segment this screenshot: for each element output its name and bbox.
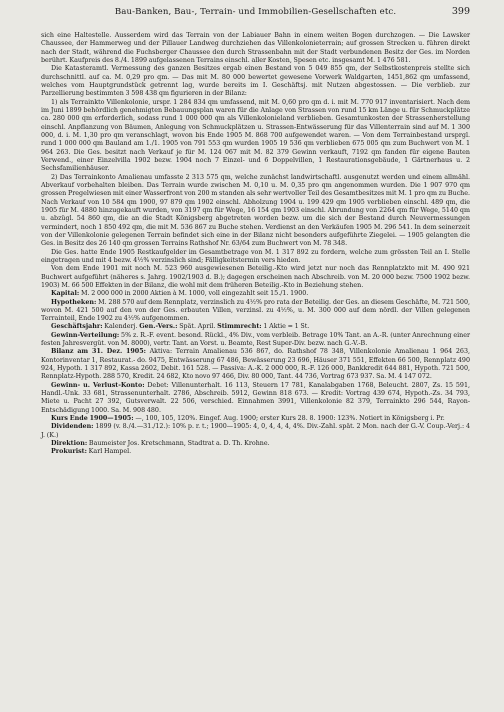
paragraph: Prokurist: Karl Hampel. <box>51 448 132 456</box>
running-header <box>41 6 470 20</box>
paragraph: 2) Das Terrainkonto Amalienau umfasste 2 313 575 qm, welche zunächst landwirtschaftl. ausgenutzt werden und einem allmähl. Abverkauf vorbehalten bleiben. Das Terrain wurde zwischen M. 0,10 u. M. 0,35 pro qm angenommen wurden. Die 1 907 970 qm grossen Pregelwiesen mit einer Wasserfront von 200 m standen als sehr wertvoller Teil des Gesamtbesitzes mit M. 1 pro qm zu Buche. Nach Verkauf von 10 584 qm 1900, 97 879 qm 1902 einschl. Abholzung 1904 u. 199 429 qm 1905 verblieben einschl. 489 qm, die 1905 für M. 4880 hinzugekauft wurden, von 3197 qm für Wege, 16 154 qm 1903 einschl. Abrundung von 2264 qm für Wege, 5140 qm u. abzügl. 54 860 qm, die an die Stadt Königsberg abgetreten worden bezw. um die sich der Bestand durch Neuvermessungen vermindert, noch 1 850 492 qm, die mit M. 536 867 zu Buche stehen. Verdienst an den Verkäufen 1905 M. 296 541. In dem seinerzeit von der Villenkolonie gelegenen Terrain befindet sich eine in der Bilanz nicht besonders aufgeführte Ziegelei. — 1905 gelangten die Ges. in Besitz des 26 140 qm grossen Terrains Rathshof Nr. 63/64 zum Buchwert von M. 78 348. <box>41 173 470 248</box>
paragraph: Die Ges. hatte Ende 1905 Restkaufgelder im Gesamtbetrage von M. 1 317 892 zu fordern, welche zum grössten Teil an I. Stelle eingetragen und mit 4 bezw. 4½% verzinslich sind; Fälligkeitstermin vers hieden. <box>41 248 470 264</box>
paragraph: 1) als Terrainkto Villenkolonie, urspr. 1 284 834 qm umfassend, mit M. 0,60 pro qm d. i. mit M. 770 917 inventarisiert. Nach dem im Juni 1899 behördlich genehmigten Bebauungsplan waren für die Anlage von Strassen von rund 15 km Länge u. für Schmuckplätze ca. 280 000 qm erforderlich, sodass rund 1 000 000 qm als Villenkolonieland verblieben. Gesamtunkosten der Strassenherstellung einschl. Anpflanzung von Bäumen, Anlegung von Schmuckplätzen u. Strassen-Entwässerung für das Villenterrain sind auf M. 1 300 000, d. i. M. 1,30 pro qm veranschlagt, wovon bis Ende 1905 M. 868 700 aufgewendet waren. — Von dem Terrainbestand ursprgl. rund 1 000 000 qm Bauland am 1./1. 1905 von 791 553 qm wurden 1905 19 536 qm verblieben 675 005 qm zum Buchwert von M. 1 964 263. Die Ges. besitzt nach Verkauf je für M. 124 067 mit M. 82 379 Gewinn verkauft, 7192 qm fanden für eigene Bauten Verwend., einer Einzelvilla 1902 bezw. 1904 noch 7 Einzel- und 6 Doppelvillen, 1 Restaurationsgebäude, 1 Gärtnerhaus u. 2 Sechsfamilienhäuser. <box>41 98 470 173</box>
paragraph: Gewinn- u. Verlust-Konto: Debet: Villenunterhalt. 16 113, Steuern 17 781, Kanalabgaben 1768, Beleucht. 2807, Zs. 15 591, Handl.-Unk. 33 681, Strassenunterhalt. 2786, Abschreib. 5912, Gewinn 818 673. — Kredit: Vortrag 439 674, Hypoth.-Zs. 34 793, Miete u. Pacht 27 392, Gutsverwalt. 22 506, verschied. Einnahmen 3991, Villenkolonie 82 379, Terrainkto 296 544, Rayon-Entschädigung 1000. Sa. M. 908 480. <box>41 381 470 414</box>
paragraph: Von dem Ende 1901 mit noch M. 523 960 ausgewiesenen Beteilig.-Kto wird jetzt nur noch das Rennplatzkto mit M. 490 921 Buchwert aufgeführt (näheres s. Jahrg. 1902/1903 d. B.); dagegen erscheinen nach Abschreib. von M. 20 000 bezw. 7500 1902 bezw. 1903) M. 66 500 Effekten in der Bilanz, die wohl mit dem früheren Beteilig.-Kto in Beziehung stehen. <box>41 265 470 289</box>
paragraph: Direktion: Baumeister Jos. Kretschmann, Stadtrat a. D. Th. Krohne. <box>51 440 270 448</box>
paragraph: Die Katasteramtl. Vermessung des ganzen Besitzes ergab einen Bestand von 5 049 855 qm, der Selbstkostenpreis stellte sich durchschnittl. auf ca. M. 0,29 pro qm. — Das mit M. 80 000 bewertet gewesene Vorwerk Waldgarten, 1451,862 qm umfassend, welches vom Hauptgrundstück getrennt lag, wurde bereits im I. Geschäftsj. mit Nutzen abgestossen. — Die verblieb. zur Parzellierung bestimmten 3 598 438 qm figurieren in der Bilanz: <box>41 65 470 98</box>
document-body <box>41 32 470 457</box>
paragraph: Gewinn-Verteilung: 5% z. R.-F. event. besond. Rückl., 4% Div., vom verbleib. Betrage 10% Tant. an A.-R. (unter Anrechnung einer festen Jahresvergüt. von M. 8000), vertr. Tant. an Vorst. u. Beamte, Rest Super-Div. bezw. nach G.-V.-B. <box>41 331 470 348</box>
page-number: 399 <box>451 6 470 17</box>
paragraph: Kurs Ende 1900—1905: —, 100, 105, 120%. Eingef. Aug. 1900; erster Kurs 28. 8. 1900: 123%. Notiert in Königsberg i. Pr. <box>51 415 445 423</box>
paragraph: Dividenden: 1899 (v. 8./4.—31./12.): 10% p. r. t.; 1900—1905: 4, 0, 4, 4, 4, 4%. Div.-Zahl. spät. 2 Mon. nach der G.-V. Coup.-Verj.: 4 J. (K.) <box>41 423 470 439</box>
paragraph: Bilanz am 31. Dez. 1905: Aktiva: Terrain Amalienau 536 867, do. Rathshof 78 348, Villenkolonie Amalienau 1 964 263, Kontorinventar 1, Restaurat.- do. 9475, Entwässerung 67 486, Bewässerung 23 696, Häuser 371 551, Effekten 66 500, Rennplatz 490 924, Hypoth. 1 317 892, Kassa 2602, Debit. 161 528. — Passiva: A.-K. 2 000 000, R.-F. 126 000, Bankkredit 644 881, Hypoth. 721 500, Rennplatz-Hypoth. 288 570, Kredit. 24 682, Kto novo 97 466, Div. 80 000, Tant. 44 736, Vortrag 673 937. Sa. M. 4 147 072. <box>41 348 470 381</box>
paragraph: sich eine Haltestelle. Ausserdem wird das Terrain von der Labiauer Bahn in einem weiten Bogen durchzogen. — Die Lawsker Chaussee, der Hammerweg und der Pillauer Landweg durchziehen das Villenkolonieterrain; auf grossen Strecken u. führen direkt nach der Stadt, während die Fuchsberger Chaussee den durch Strassenbahn mit der Stadt verbundenen Besitz der Ges. im Norden berührt. Kaufpreis des 8./4. 1899 aufgelassenen Terrains einschl. aller Kosten, Spesen etc. insgesamt M. 1 476 581. <box>41 32 470 64</box>
paragraph: Kapital: M. 2 000 000 in 2000 Aktien à M. 1000, voll eingezahlt seit 15./1. 1900. <box>51 290 309 298</box>
paragraph: Hypotheken: M. 288 570 auf dem Rennplatz, verzinslich zu 4½% pro rata der Beteilig. der Ges. an diesem Geschäfte, M. 721 500, wovon M. 421 500 auf den von der Ges. erbauten Villen, verzinsl. zu 4½%, u. M. 300 000 auf dem nördl. der Villen gelegenen Terrainteil, Ende 1902 zu 4½% aufgenommen. <box>41 298 470 323</box>
paragraph: Geschäftsjahr: Kalenderj. Gen.-Vers.: Spät. April. Stimmrecht: 1 Aktie = 1 St. <box>51 323 310 331</box>
header-title: Bau-Banken, Bau-, Terrain- und Immobilien-Gesellschaften etc. <box>114 7 397 17</box>
